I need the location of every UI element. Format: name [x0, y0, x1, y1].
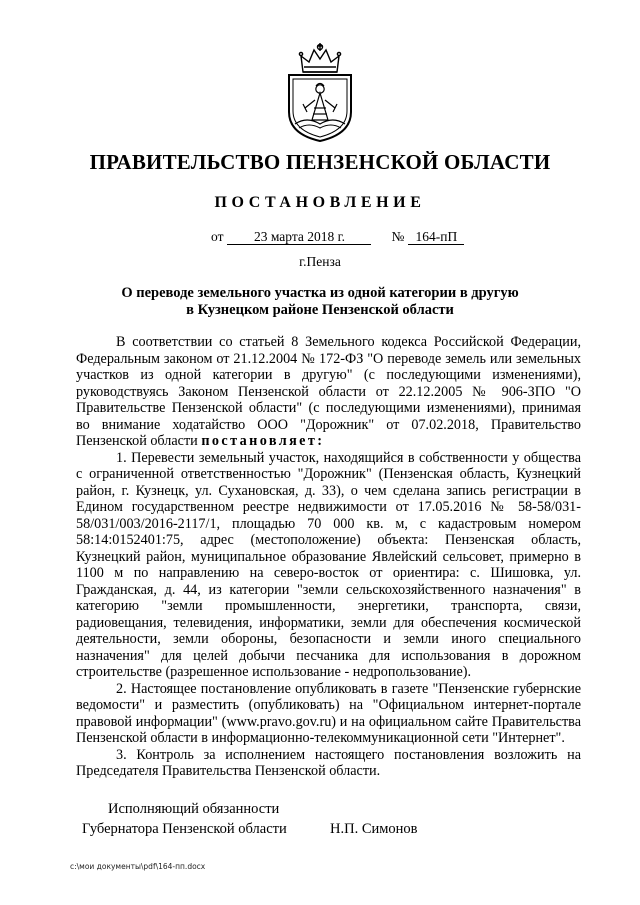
- subject-line-2: в Кузнецком районе Пензенской области: [186, 301, 454, 318]
- signatory-role-line-2: Губернатора Пензенской области: [82, 821, 287, 837]
- file-path-footer: c:\мои документы\pdf\164-пп.docx: [70, 862, 206, 871]
- document-body: [76, 334, 581, 780]
- preamble-text: В соответствии со статьей 8 Земельного кодекса Российской Федерации, Федеральным законом от 21.12.2004 № 172-ФЗ "О переводе земель или земельных участков из одной категории в другую" (с последующими изменениями), руководствуясь Законом Пензенской области от 22.12.2005 № 906-ЗПО "О Правительстве Пензенской области" (с последующими изменениями), принимая во внимание ходатайство ООО "Дорожник" от 07.02.2018, Правительство Пензенской области: [76, 334, 581, 449]
- decree-word: постановляет:: [201, 433, 325, 449]
- document-date-number-row: [211, 229, 464, 245]
- penza-coat-of-arms-icon: [279, 42, 361, 142]
- signatory-role-line-1: Исполняющий обязанности: [108, 801, 280, 817]
- date-label: от: [211, 229, 224, 244]
- item-1-paragraph: 1. Перевести земельный участок, находящийся в собственности у общества с ограниченной ответственностью "Дорожник" (Пензенская область, Кузнецкий район, г. Кузнецк, ул. Сухановская, д. 33), о чем сделана запись регистрации в Едином государственном реестре недвижимости от 17.05.2016 № 58-58/031-58/031/003/2016-2117/1, площадью 70 000 кв. м, с кадастровым номером 58:14:0152401:75, адрес (местоположение) объекта: Пензенская область, Кузнецкий район, муниципальное образование Явлейский сельсовет, примерно в 1100 м по направлению на северо-восток от ориентира: с. Шишовка, ул. Гражданская, д. 44, из категории "земли сельскохозяйственного назначения" в категорию "земли промышленности, энергетики, транспорта, связи, радиовещания, телевидения, информатики, земли для обеспечения космической деятельности, земли обороны, безопасности и земли иного специального назначения" для целей добычи песчаника для использования в дорожном строительстве (разрешенное использование - недропользование).: [76, 449, 581, 680]
- document-number: 164-пП: [408, 229, 464, 245]
- city: г.Пенза: [299, 254, 341, 269]
- document-subject: [0, 285, 640, 318]
- item-2-paragraph: 2. Настоящее постановление опубликовать в газете "Пензенские губернские ведомости" и разместить (опубликовать) на "Официальном интернет-портале правовой информации" (www.pravo.gov.ru) и на официальном сайте Правительства Пензенской области в информационно-телекоммуникационной сети "Интернет".: [76, 680, 581, 746]
- document-date: 23 марта 2018 г.: [227, 229, 371, 245]
- document-type-title: ПОСТАНОВЛЕНИЕ: [214, 194, 426, 211]
- preamble-paragraph: [76, 334, 581, 450]
- signatory-name: Н.П. Симонов: [330, 821, 418, 837]
- subject-line-1: О переводе земельного участка из одной категории в другую: [121, 285, 519, 301]
- government-title: ПРАВИТЕЛЬСТВО ПЕНЗЕНСКОЙ ОБЛАСТИ: [89, 150, 551, 174]
- item-3-paragraph: 3. Контроль за исполнением настоящего постановления возложить на Председателя Правительства Пензенской области.: [76, 746, 581, 779]
- number-label: №: [391, 229, 405, 244]
